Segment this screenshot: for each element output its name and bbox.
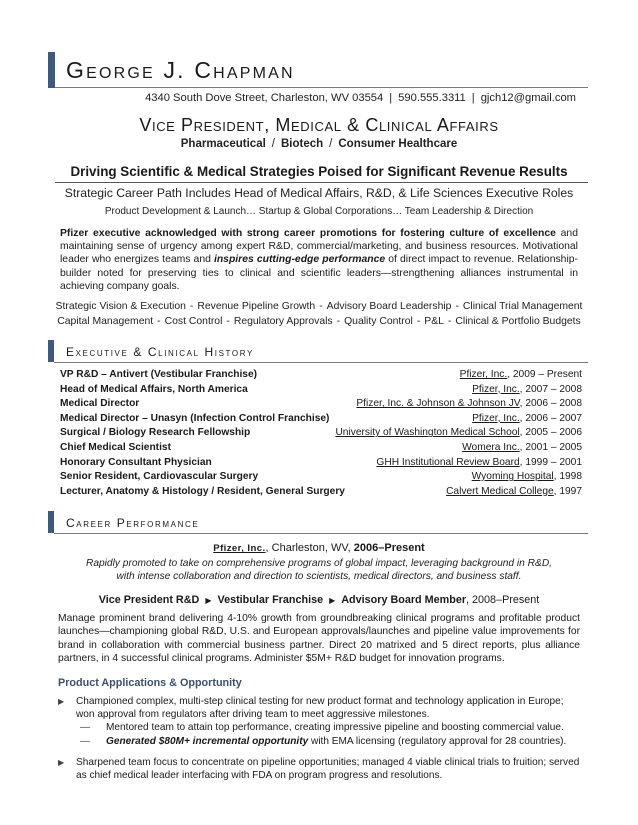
tagline-rule xyxy=(55,182,588,183)
candidate-name: George J. Chapman xyxy=(66,57,295,83)
competency-item: Revenue Pipeline Growth xyxy=(197,301,316,312)
competency-separator: - xyxy=(336,316,341,327)
list-spacer xyxy=(58,748,582,756)
history-org-dates xyxy=(472,413,582,424)
history-org: GHH Institutional Review Board xyxy=(376,456,520,468)
achievement-sub-bullet xyxy=(76,735,582,748)
history-dates: , 2006 – 2007 xyxy=(519,412,582,424)
job-title: Vice President, Medical & Clinical Affairs xyxy=(139,115,499,135)
competency-item: Capital Management xyxy=(57,316,154,327)
history-role: Honorary Consultant Physician xyxy=(60,456,212,468)
history-role: VP R&D – Antivert (Vestibular Franchise) xyxy=(60,369,258,380)
dash-icon: — xyxy=(80,722,91,734)
role-description: Manage prominent brand delivering 4-10% growth from groundbreaking clinical programs and profitable product launches—championing global R&D, U.S. and European approvals/launches and pipeline value improvements for brand in collaboration with commercial business partner. Direct 20 matrixed and 5 direct reports, plus alliance partners, in 4 successful clinical programs. Administer $5M+ R&D budget for innovation programs. xyxy=(58,613,580,665)
employer-intro xyxy=(0,557,638,584)
history-org: Pfizer, Inc. xyxy=(472,412,520,424)
achievement-bullet xyxy=(58,695,582,721)
achievement-sub-text: with EMA licensing (regulatory approval for 28 countries). xyxy=(308,735,567,747)
contact-line xyxy=(145,92,576,104)
history-role: Chief Medical Scientist xyxy=(60,441,171,453)
performance-section-title: Career Performance xyxy=(66,516,200,530)
contact-separator: | xyxy=(389,92,393,104)
employer-dates: 2006–Present xyxy=(353,542,425,554)
achievement-bullet xyxy=(58,756,582,782)
history-dates: , 2006 – 2008 xyxy=(519,398,582,410)
competencies-block xyxy=(0,299,638,329)
dash-icon: — xyxy=(80,735,91,747)
tagline-headline: Driving Scientific & Medical Strategies Poised for Significant Revenue Results xyxy=(70,164,568,179)
history-role: Senior Resident, Cardiovascular Surgery xyxy=(60,471,259,483)
competency-item: Strategic Vision & Execution xyxy=(55,301,186,312)
summary-paragraph xyxy=(60,227,578,293)
history-row xyxy=(60,384,582,399)
achievement-sub-bullet xyxy=(76,721,582,734)
history-row xyxy=(60,442,582,457)
history-dates: , 2005 – 2006 xyxy=(519,427,582,439)
industry-item: Biotech xyxy=(280,138,324,150)
triangle-right-icon: ▶ xyxy=(58,697,65,706)
achievement-sub-text: Mentored team to attain top performance, creating impressive pipeline and boosting commercial value. xyxy=(106,722,564,734)
phone: 590.555.3311 xyxy=(398,92,466,104)
products-line: Product Development & Launch… Startup & Global Corporations… Team Leadership & Direction xyxy=(104,206,534,217)
history-org-dates xyxy=(462,442,582,453)
history-org: Womera Inc. xyxy=(462,441,520,453)
employer-location: , Charleston, WV, xyxy=(265,542,354,554)
history-dates: , 2007 – 2008 xyxy=(519,383,582,395)
history-role: Surgical / Biology Research Fellowship xyxy=(60,427,251,439)
history-role: Head of Medical Affairs, North America xyxy=(60,383,248,395)
history-org-dates xyxy=(335,427,582,438)
header-rule xyxy=(55,87,588,88)
competency-separator: - xyxy=(226,316,230,327)
history-role: Lecturer, Anatomy & Histology / Resident, General Surgery xyxy=(60,485,345,497)
history-role: Medical Director xyxy=(60,398,140,410)
competency-separator: - xyxy=(189,301,194,312)
history-row xyxy=(60,427,582,442)
role-part: Advisory Board Member xyxy=(341,594,467,606)
history-dates: , 2009 – Present xyxy=(507,369,582,380)
achievement-text: Championed complex, multi-step clinical testing for new product format and technology application in Europe; won approval from regulators after driving team to meet aggressive milestones. xyxy=(76,696,564,721)
competency-separator: - xyxy=(319,301,323,312)
contact-separator: | xyxy=(471,92,475,104)
achievements-list xyxy=(58,695,582,782)
triangle-right-icon: ▶ xyxy=(329,596,336,605)
competencies-row-1 xyxy=(0,299,638,314)
competency-separator: - xyxy=(447,316,452,327)
role-dates: , 2008–Present xyxy=(466,594,540,606)
history-org: Pfizer, Inc. xyxy=(472,383,520,395)
industry-item: Consumer Healthcare xyxy=(338,138,458,150)
history-row xyxy=(60,369,582,384)
role-line xyxy=(0,594,638,606)
industry-separator: / xyxy=(329,138,333,150)
address: 4340 South Dove Street, Charleston, WV 03554 xyxy=(145,92,384,104)
history-org: Pfizer, Inc. xyxy=(459,369,508,380)
triangle-right-icon: ▶ xyxy=(58,757,65,767)
role-part: Vestibular Franchise xyxy=(217,594,324,606)
competency-separator: - xyxy=(455,301,459,312)
history-org: University of Washington Medical School xyxy=(335,427,520,439)
history-org-dates xyxy=(472,384,582,395)
competency-item: Regulatory Approvals xyxy=(233,316,333,327)
history-dates: , 1998 xyxy=(553,471,582,483)
employer-intro-line: Rapidly promoted to take on comprehensive programs of global impact, leveraging background in R&D, xyxy=(85,558,553,569)
industry-separator: / xyxy=(271,138,275,150)
history-dates: , 2001 – 2005 xyxy=(519,441,582,453)
achievements-subheading: Product Applications & Opportunity xyxy=(58,677,242,689)
career-path-line: Strategic Career Path Includes Head of Medical Affairs, R&D, & Life Sciences Executive Roles xyxy=(64,186,574,200)
summary-emphasis: inspires cutting-edge performance xyxy=(213,254,386,266)
competencies-row-2 xyxy=(0,314,638,329)
history-row xyxy=(60,471,582,486)
triangle-right-icon: ▶ xyxy=(205,596,212,605)
summary-text: of direct impact to revenue. Relationship-builder noted for preserving ties to clinical and scientific leaders—strengthening alliances instrumental in achieving company goals. xyxy=(60,254,578,292)
history-org: Pfizer, Inc. & Johnson & Johnson JV xyxy=(356,398,520,410)
competency-item: Clinical Trial Management xyxy=(462,301,583,312)
achievement-text: Sharpened team focus to concentrate on pipeline opportunities; managed 4 viable clinical trials to fruition; served as chief medical leader interfacing with FDA on program progress and resolutions. xyxy=(76,756,580,782)
history-accent-bar xyxy=(48,340,54,362)
competency-separator: - xyxy=(157,316,161,327)
history-row xyxy=(60,457,582,472)
industries-line xyxy=(0,138,638,150)
competency-item: Quality Control xyxy=(344,316,413,327)
history-org-dates xyxy=(446,486,582,497)
history-section-title: Executive & Clinical History xyxy=(66,345,254,359)
employer-line xyxy=(0,542,638,554)
competency-item: Advisory Board Leadership xyxy=(326,301,452,312)
competency-separator: - xyxy=(416,316,421,327)
history-dates: , 1997 xyxy=(553,485,582,497)
employer-intro-line: with intense collaboration and direction to scientists, medical directors, and business staff. xyxy=(116,571,522,583)
email[interactable]: gjch12@gmail.com xyxy=(480,92,576,104)
history-row xyxy=(60,486,582,501)
history-org-dates xyxy=(460,369,582,380)
history-org-dates xyxy=(356,398,582,409)
performance-section-rule xyxy=(54,533,588,534)
history-row xyxy=(60,398,582,413)
history-list xyxy=(60,369,582,500)
competency-item: Clinical & Portfolio Budgets xyxy=(455,316,581,327)
summary-bold-intro: Pfizer executive acknowledged with strong career promotions for fostering culture of excellence xyxy=(60,228,556,239)
performance-accent-bar xyxy=(48,511,54,533)
history-org-dates xyxy=(472,471,582,482)
achievement-emphasis: Generated $80M+ incremental opportunity xyxy=(106,735,309,747)
industry-item: Pharmaceutical xyxy=(180,138,266,150)
history-row xyxy=(60,413,582,428)
name-accent-bar xyxy=(48,52,55,88)
role-part: Vice President R&D xyxy=(98,594,200,606)
employer-name: Pfizer, Inc. xyxy=(213,543,266,554)
history-org: Wyoming Hospital xyxy=(471,471,554,483)
competency-item: Cost Control xyxy=(164,316,223,327)
summary-text: and maintaining sense of urgency among expert R&D, commercial/marketing, and business resources. Motivational leader who energizes teams and xyxy=(60,228,578,266)
history-dates: , 1999 – 2001 xyxy=(519,456,582,468)
history-org: Calvert Medical College xyxy=(446,485,554,497)
competency-item: P&L xyxy=(424,316,444,327)
history-role: Medical Director – Unasyn (Infection Control Franchise) xyxy=(60,412,330,424)
history-section-rule xyxy=(54,362,588,363)
history-org-dates xyxy=(376,457,582,468)
